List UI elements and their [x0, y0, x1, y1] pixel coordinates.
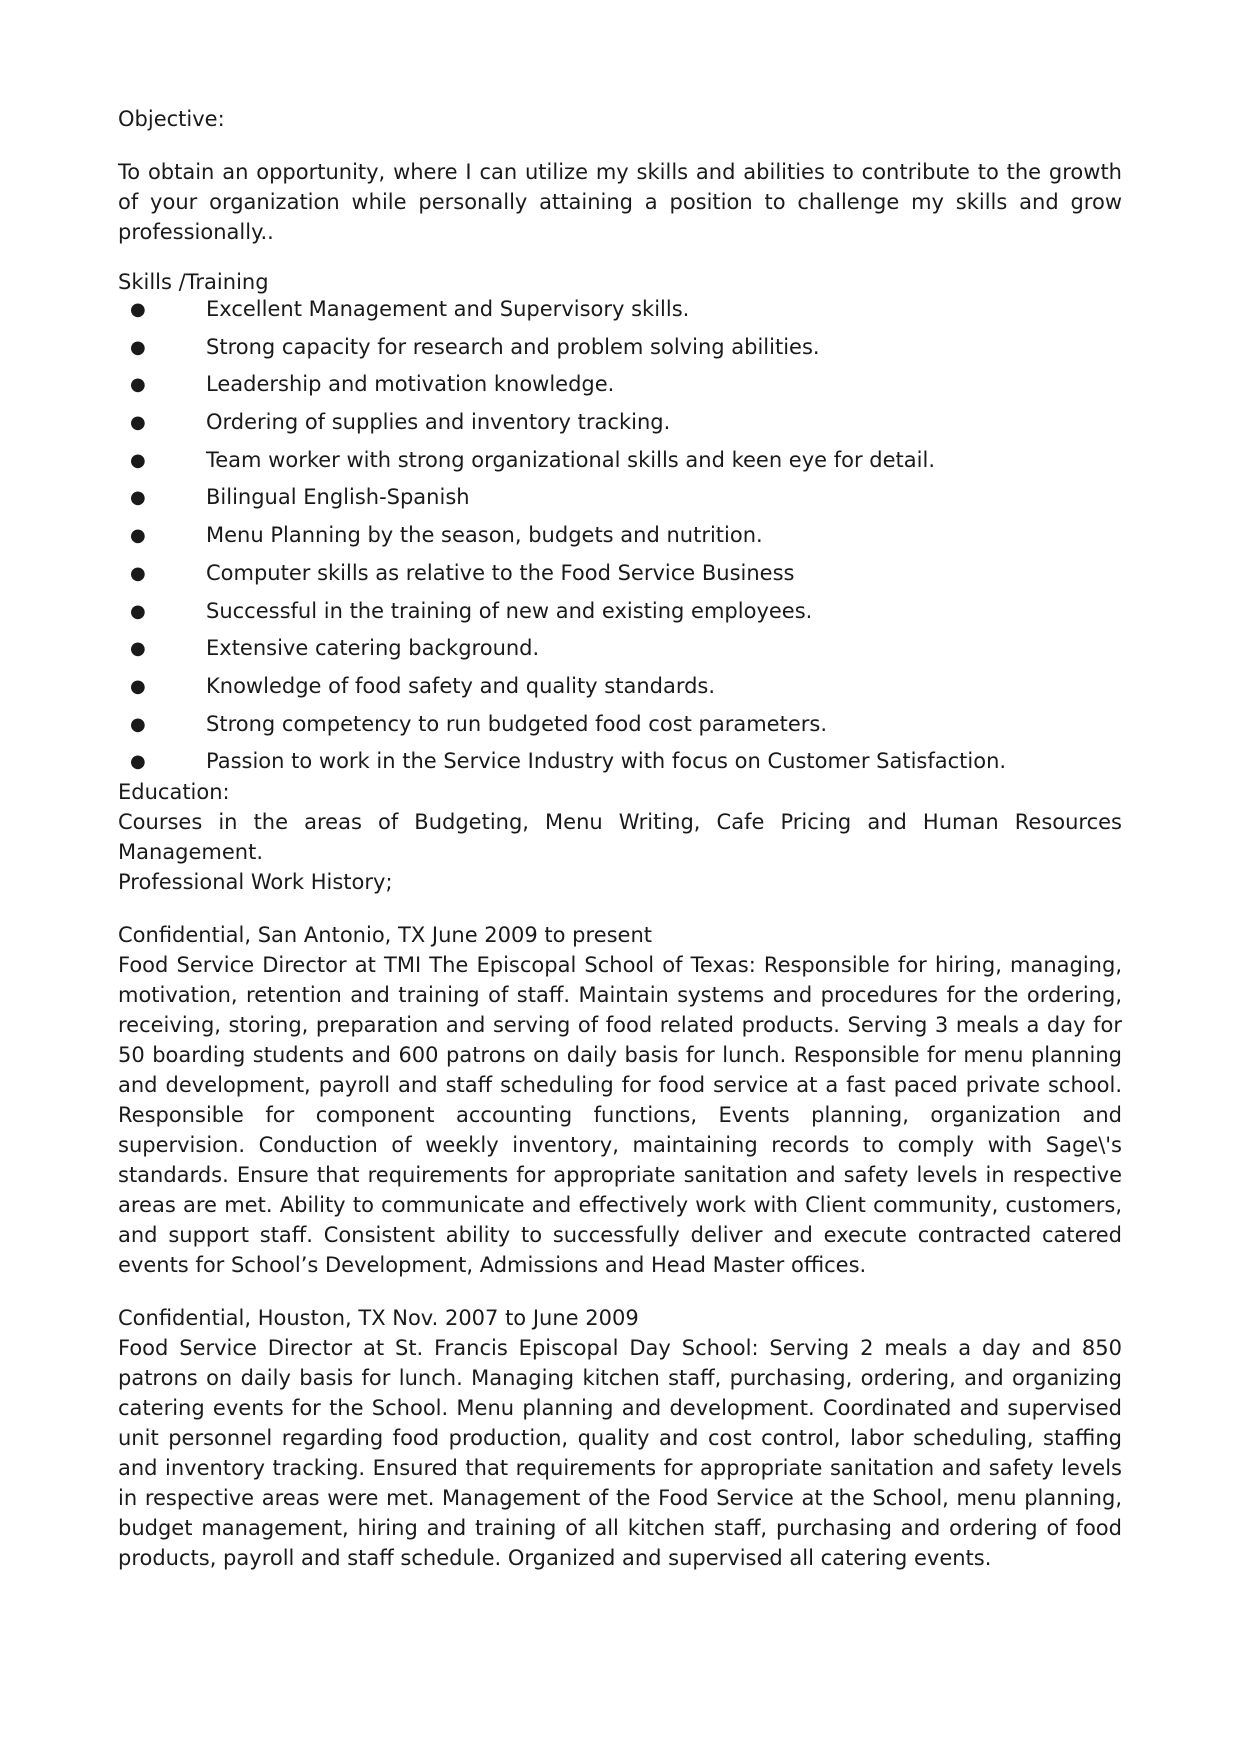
- bullet-icon: ●: [130, 487, 146, 509]
- skill-item: [118, 706, 1122, 744]
- skill-item: [118, 555, 1122, 593]
- skill-text: Strong competency to run budgeted food cost parameters.: [206, 711, 827, 736]
- skill-text: Bilingual English-Spanish: [206, 485, 470, 510]
- education-text: Courses in the areas of Budgeting, Menu Writing, Cafe Pricing and Human Resources Management.: [118, 809, 1122, 864]
- skill-item: [118, 366, 1122, 404]
- work-history-heading: Professional Work History;: [118, 869, 393, 894]
- bullet-icon: ●: [130, 600, 146, 622]
- bullet-icon: ●: [130, 675, 146, 697]
- skill-text: Computer skills as relative to the Food Service Business: [206, 560, 795, 585]
- objective-heading: Objective:: [118, 107, 225, 131]
- skill-item: [118, 291, 1122, 329]
- bullet-icon: ●: [130, 449, 146, 471]
- skill-item: [118, 479, 1122, 517]
- skill-text: Strong capacity for research and problem solving abilities.: [206, 334, 820, 359]
- skill-text: Successful in the training of new and existing employees.: [206, 598, 813, 623]
- bullet-icon: ●: [130, 412, 146, 434]
- bullet-icon: ●: [130, 713, 146, 735]
- skill-text: Knowledge of food safety and quality standards.: [206, 673, 716, 698]
- bullet-icon: ●: [130, 525, 146, 547]
- skills-heading: Skills /Training: [118, 270, 269, 294]
- job-header: Confidential, Houston, TX Nov. 2007 to June 2009: [118, 1305, 639, 1330]
- skill-text: Excellent Management and Supervisory skills.: [206, 297, 690, 321]
- skill-text: Ordering of supplies and inventory tracking.: [206, 410, 671, 435]
- job-description: Food Service Director at TMI The Episcopal School of Texas: Responsible for hiring, managing, motivation, retention and training of staff. Maintain systems and procedures for the ordering, receiving, storing, preparation and serving of food related products. Serving 3 meals a day for 50 boarding students and 600 patrons on daily basis for lunch. Responsible for menu planning and development, payroll and staff scheduling for food service at a fast paced private school. Responsible for component accounting functions, Events planning, organization and supervision. Conduction of weekly inventory, maintaining records to comply with Sage\'s standards. Ensure that requirements for appropriate sanitation and safety levels in respective areas are met. Ability to communicate and effectively work with Client community, customers, and support staff. Consistent ability to successfully deliver and execute contracted catered events for School’s Development, Admissions and Head Master offices.: [118, 952, 1122, 1277]
- skill-text: Menu Planning by the season, budgets and nutrition.: [206, 523, 763, 548]
- bullet-icon: ●: [130, 562, 146, 584]
- bullet-icon: ●: [130, 374, 146, 396]
- resume-document: [118, 104, 1122, 1573]
- job-description: Food Service Director at St. Francis Episcopal Day School: Serving 2 meals a day and 850 patrons on daily basis for lunch. Managing kitchen staff, purchasing, ordering, and organizing catering events for the School. Menu planning and development. Coordinated and supervised unit personnel regarding food production, quality and cost control, labor scheduling, staffing and inventory tracking. Ensured that requirements for appropriate sanitation and safety levels in respective areas were met. Management of the Food Service at the School, menu planning, budget management, hiring and training of all kitchen staff, purchasing and ordering of food products, payroll and staff schedule. Organized and supervised all catering events.: [118, 1335, 1122, 1570]
- skill-item: [118, 630, 1122, 668]
- bullet-icon: ●: [130, 638, 146, 660]
- skill-item: [118, 668, 1122, 706]
- skill-text: Extensive catering background.: [206, 636, 540, 661]
- skill-item: [118, 329, 1122, 367]
- skill-item: [118, 404, 1122, 442]
- education-heading: Education:: [118, 779, 230, 804]
- objective-text: To obtain an opportunity, where I can utilize my skills and abilities to contribute to the growth of your organization while personally attaining a position to challenge my skills and grow professionally..: [118, 160, 1122, 244]
- skill-item: [118, 593, 1122, 631]
- bullet-icon: ●: [130, 751, 146, 773]
- skill-text: Leadership and motivation knowledge.: [206, 372, 615, 397]
- skill-item: [118, 743, 1122, 781]
- skills-list: [118, 291, 1122, 781]
- skill-item: [118, 517, 1122, 555]
- job-header: Confidential, San Antonio, TX June 2009 to present: [118, 922, 653, 947]
- skill-text: Team worker with strong organizational skills and keen eye for detail.: [206, 447, 936, 472]
- skill-text: Passion to work in the Service Industry with focus on Customer Satisfaction.: [206, 749, 1007, 774]
- skill-item: [118, 442, 1122, 480]
- bullet-icon: ●: [130, 299, 146, 320]
- bullet-icon: ●: [130, 336, 146, 358]
